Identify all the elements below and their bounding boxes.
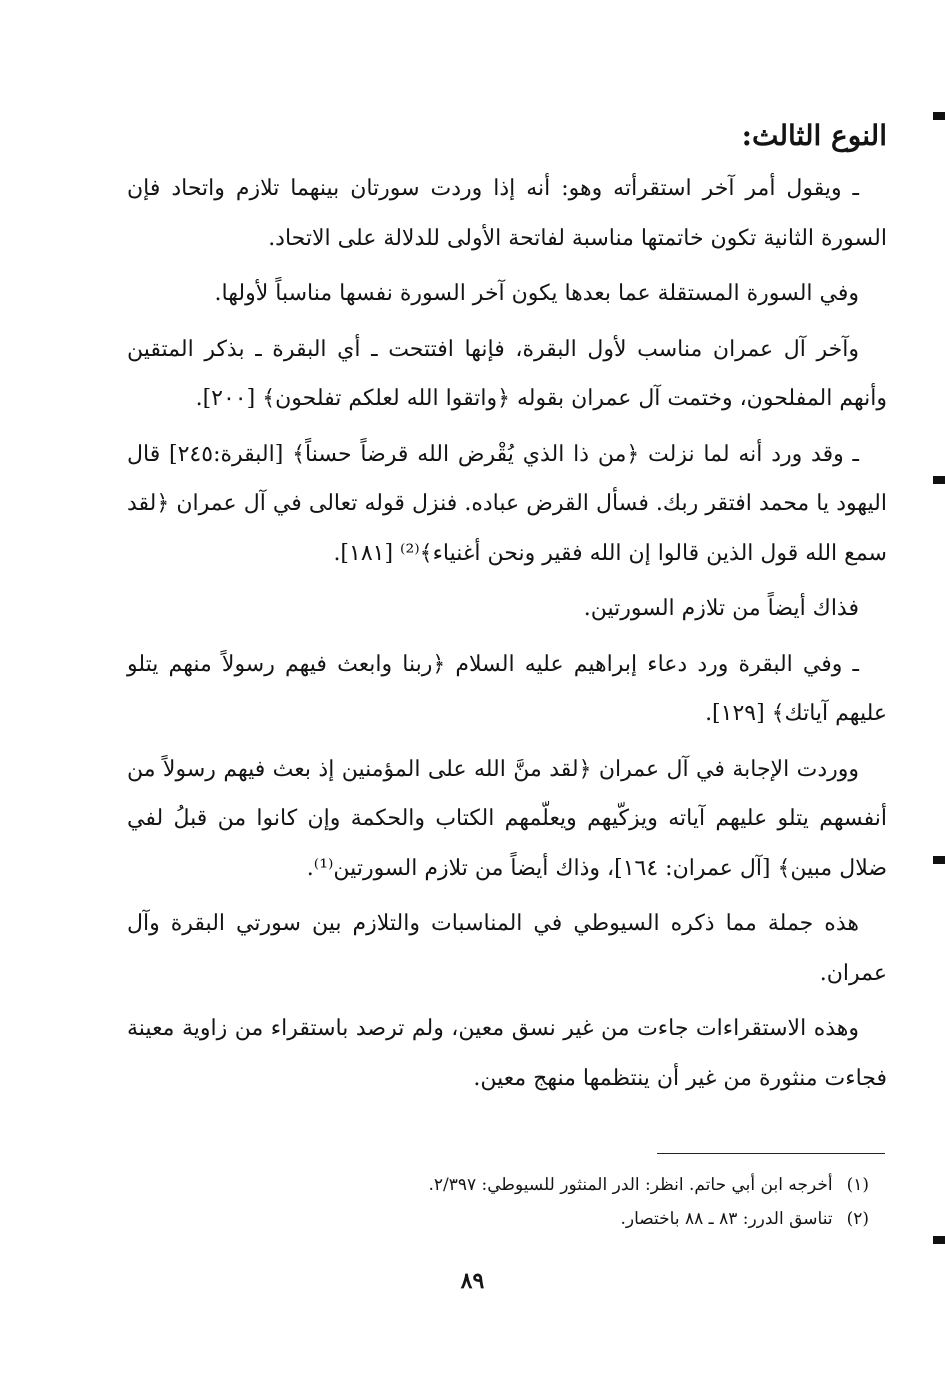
paragraph: ـ وقد ورد أنه لما نزلت ﴿من ذا الذي يُقْرض الله قرضاً حسناً﴾ [البقرة:٢٤٥] قال اليهود يا محمد افتقر ربك. فسأل القرض عباده. فنزل قوله تعالى في آل عمران ﴿لقد سمع الله قول الذين قالوا إن الله فقير ونحن أغنياء﴾⁽²⁾ [١٨١].: [127, 441, 887, 566]
section-heading: النوع الثالث:: [741, 119, 887, 152]
footnote-text: أخرجه ابن أبي حاتم. انظر: الدر المنثور للسيوطي: ٢/٣٩٧.: [428, 1175, 833, 1195]
footnote: [309, 1202, 869, 1236]
footnote-number: (١): [846, 1175, 869, 1195]
paragraph: فذاك أيضاً من تلازم السورتين.: [583, 596, 859, 621]
scan-edge-mark: [933, 112, 945, 120]
scan-edge-mark: [933, 1236, 945, 1244]
footnote-divider: [657, 1153, 885, 1154]
footnote: [309, 1168, 869, 1202]
paragraph: وفي السورة المستقلة عما بعدها يكون آخر السورة نفسها مناسباً لأولها.: [214, 281, 859, 306]
footnotes: [309, 1168, 869, 1236]
paragraph: ـ ويقول أمر آخر استقرأته وهو: أنه إذا وردت سورتان بينهما تلازم واتحاد فإن السورة الثانية تكون خاتمتها مناسبة لفاتحة الأولى للدلالة على الاتحاد.: [127, 176, 887, 251]
footnote-text: تناسق الدرر: ٨٣ ـ ٨٨ باختصار.: [620, 1209, 833, 1229]
page-number: ٨٩: [460, 1268, 485, 1294]
paragraph: وهذه الاستقراءات جاءت من غير نسق معين، ولم ترصد باستقراء من زاوية معينة فجاءت منثورة من غير أن ينتظمها منهج معين.: [127, 1016, 887, 1091]
scan-edge-mark: [933, 476, 945, 484]
footnote-number: (٢): [846, 1209, 869, 1229]
paragraph: ووردت الإجابة في آل عمران ﴿لقد منَّ الله على المؤمنين إذ بعث فيهم رسولاً من أنفسهم يتلو عليهم آياته ويزكّيهم ويعلّمهم الكتاب والحكمة وإن كانوا من قبلُ لفي ضلال مبين﴾ [آل عمران: ١٦٤]، وذاك أيضاً من تلازم السورتين⁽¹⁾.: [127, 756, 887, 881]
paragraph: ـ وفي البقرة ورد دعاء إبراهيم عليه السلام ﴿ربنا وابعث فيهم رسولاً منهم يتلو عليهم آياتك﴾ [١٢٩].: [127, 651, 887, 726]
paragraph: هذه جملة مما ذكره السيوطي في المناسبات والتلازم بين سورتي البقرة وآل عمران.: [127, 911, 887, 986]
scan-edge-mark: [933, 856, 945, 864]
body-text: [127, 164, 887, 1103]
paragraph: وآخر آل عمران مناسب لأول البقرة، فإنها افتتحت ـ أي البقرة ـ بذكر المتقين وأنهم المفلحون، وختمت آل عمران بقوله ﴿واتقوا الله لعلكم تفلحون﴾ [٢٠٠].: [127, 336, 887, 411]
